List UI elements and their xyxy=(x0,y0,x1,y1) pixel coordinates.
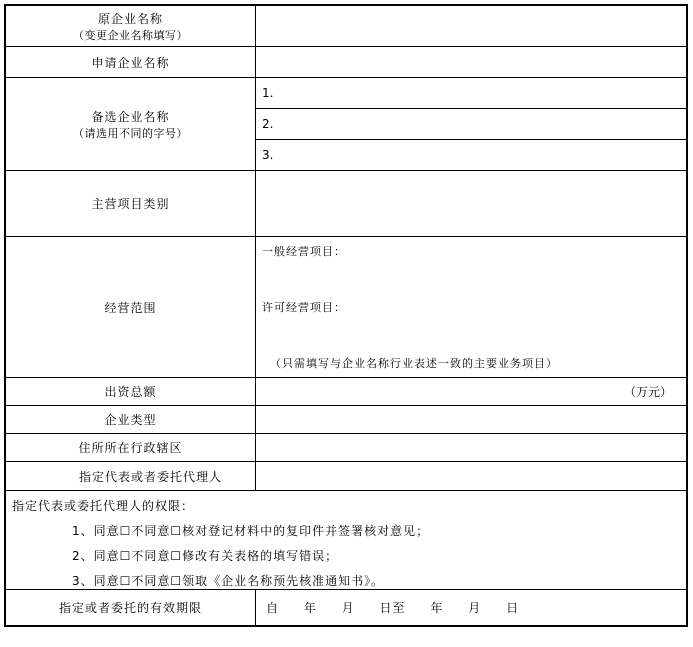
validity-day-to: 日至 xyxy=(379,601,406,615)
row-original-name xyxy=(6,6,687,47)
name-application-form xyxy=(4,4,688,627)
scope-label: 经营范围 xyxy=(6,237,256,378)
capital-unit: （万元） xyxy=(623,385,672,399)
original-name-title: 原企业名称 xyxy=(97,11,163,26)
validity-year-1: 年 xyxy=(303,601,317,615)
authority-item-1[interactable]: 1、同意☐不同意☐核对登记材料中的复印件并签署核对意见； xyxy=(72,524,430,538)
authority-title: 指定代表或委托代理人的权限： xyxy=(12,499,195,513)
alt-names-title: 备选企业名称 xyxy=(91,109,170,124)
capital-label: 出资总额 xyxy=(6,378,256,406)
alt-name-field-3[interactable]: 3. xyxy=(256,140,687,171)
authority-item-3[interactable]: 3、同意☐不同意☐领取《企业名称预先核准通知书》。 xyxy=(72,574,385,588)
original-name-hint: （变更企业名称填写） xyxy=(73,28,188,42)
row-alt-name-1 xyxy=(6,78,687,109)
row-agent xyxy=(6,462,687,491)
scope-licensed: 许可经营项目： xyxy=(262,301,346,314)
scope-field[interactable] xyxy=(256,237,687,378)
row-validity xyxy=(6,590,687,626)
apply-name-label: 申请企业名称 xyxy=(6,47,256,78)
validity-month-1: 月 xyxy=(341,601,355,615)
alt-names-label xyxy=(6,78,256,171)
main-category-label: 主营项目类别 xyxy=(6,171,256,237)
company-type-label: 企业类型 xyxy=(6,406,256,434)
validity-from: 自 xyxy=(266,601,280,615)
company-type-field[interactable] xyxy=(256,406,687,434)
scope-note: （只需填写与企业名称行业表述一致的主要业务项目） xyxy=(270,357,558,370)
alt-names-hint: （请选用不同的字号） xyxy=(73,126,188,140)
validity-day-2: 日 xyxy=(506,601,520,615)
validity-label: 指定或者委托的有效期限 xyxy=(6,590,256,626)
main-category-field[interactable] xyxy=(256,171,687,237)
agent-field[interactable] xyxy=(256,462,687,491)
authority-item-2[interactable]: 2、同意☐不同意☐修改有关表格的填写错误； xyxy=(72,549,339,563)
row-apply-name xyxy=(6,47,687,78)
apply-name-field[interactable] xyxy=(256,47,687,78)
scope-general: 一般经营项目： xyxy=(262,245,346,258)
row-company-type xyxy=(6,406,687,434)
agent-label: 指定代表或者委托代理人 xyxy=(6,462,256,491)
capital-field[interactable] xyxy=(256,378,687,406)
alt-name-field-1[interactable]: 1. xyxy=(256,78,687,109)
validity-field[interactable] xyxy=(256,590,687,626)
validity-month-2: 月 xyxy=(468,601,482,615)
row-capital xyxy=(6,378,687,406)
row-scope xyxy=(6,237,687,378)
alt-name-field-2[interactable]: 2. xyxy=(256,109,687,140)
district-field[interactable] xyxy=(256,434,687,462)
row-authority xyxy=(6,491,687,590)
authority-block xyxy=(6,491,687,590)
original-name-field[interactable] xyxy=(256,6,687,47)
form-table xyxy=(5,5,687,626)
row-main-category xyxy=(6,171,687,237)
district-label: 住所所在行政辖区 xyxy=(6,434,256,462)
validity-year-2: 年 xyxy=(430,601,444,615)
original-name-label xyxy=(6,6,256,47)
row-district xyxy=(6,434,687,462)
